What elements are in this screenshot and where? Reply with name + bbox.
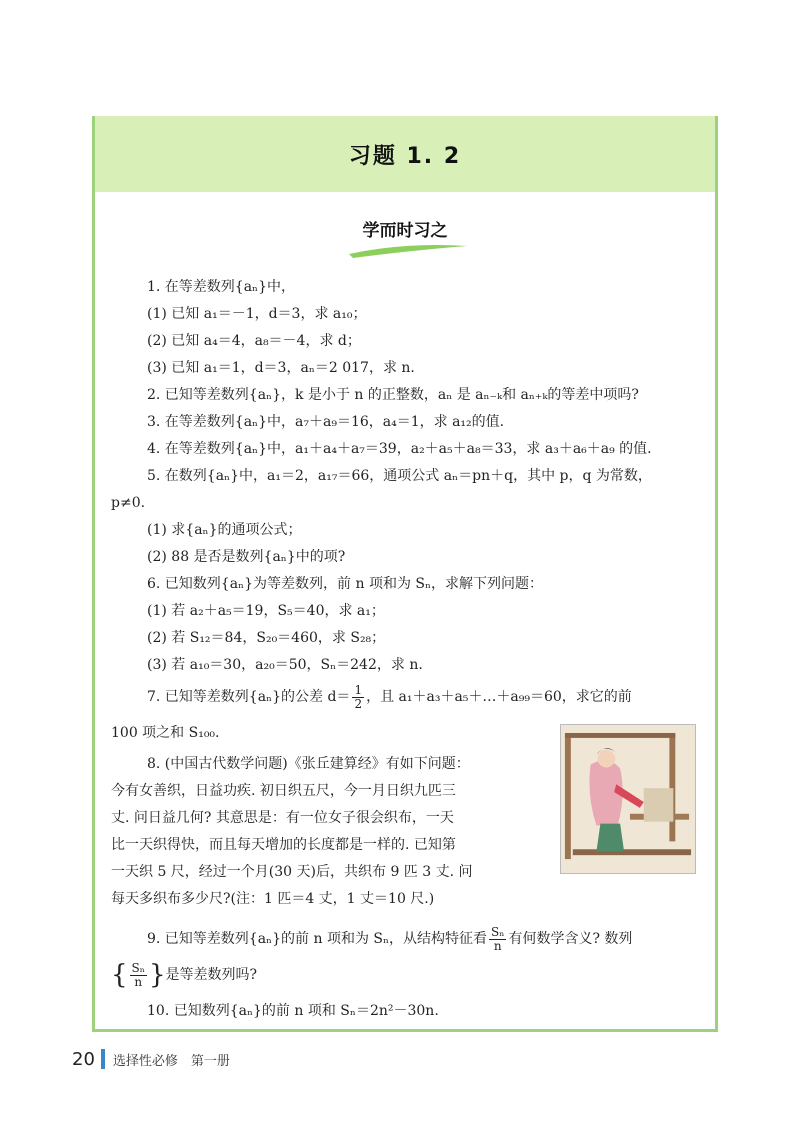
footer-divider <box>101 1049 105 1069</box>
fraction-denominator: n <box>134 974 143 989</box>
problem-1-stem: 1. 在等差数列{aₙ}中， <box>147 279 296 295</box>
problem-7-before: 7. 已知等差数列{aₙ}的公差 d＝ <box>147 689 351 705</box>
problem-6-part-3: (3) 若 a₁₀＝30，a₂₀＝50，Sₙ＝242，求 n. <box>147 657 423 673</box>
problem-6-part-2: (2) 若 S₁₂＝84，S₂₀＝460，求 S₂₈； <box>147 630 386 646</box>
problem-2: 2. 已知等差数列{aₙ}，k 是小于 n 的正整数，aₙ 是 aₙ₋ₖ和 aₙ₊ₖ的等差中项吗? <box>147 387 639 403</box>
fraction-numerator: Sₙ <box>491 924 505 939</box>
page-number: 20 <box>72 1048 95 1070</box>
problem-9-after: 有何数学含义? 数列 <box>508 931 633 947</box>
problem-8-line-2: 今有女善织，日益功疾. 初日织五尺，今一月日织九匹三 <box>111 783 456 799</box>
problem-5-stem: 5. 在数列{aₙ}中，a₁＝2，a₁₇＝66，通项公式 aₙ＝pn＋q，其中 p，q 为常数， <box>147 468 652 484</box>
swoosh-decoration <box>345 236 471 260</box>
problem-5-part-1: (1) 求{aₙ}的通项公式； <box>147 522 302 538</box>
problem-9-before: 9. 已知等差数列{aₙ}的前 n 项和为 Sₙ，从结构特征看 <box>147 931 488 947</box>
left-brace: { <box>111 960 128 990</box>
problem-8-line-1: 8. (中国古代数学问题)《张丘建算经》有如下问题： <box>147 756 470 772</box>
problem-5-stem-cont: p≠0. <box>111 495 146 511</box>
problem-8-line-3: 丈. 问日益几何? 其意思是：有一位女子很会织布，一天 <box>111 810 454 826</box>
problem-6 <box>111 571 701 679</box>
problem-1-part-3: (3) 已知 a₁＝1，d＝3，aₙ＝2 017，求 n. <box>147 360 415 376</box>
exercise-panel <box>92 116 718 1032</box>
problem-5 <box>111 463 701 571</box>
fraction-sn-over-n <box>130 962 147 989</box>
problem-6-stem: 6. 已知数列{aₙ}为等差数列，前 n 项和为 Sₙ，求解下列问题： <box>147 576 544 592</box>
problem-10: 10. 已知数列{aₙ}的前 n 项和 Sₙ＝2n²－30n. <box>147 1003 439 1019</box>
problem-8 <box>111 751 511 913</box>
problem-7-after: ，且 a₁＋a₃＋a₅＋…＋a₉₉＝60，求它的前 <box>366 689 632 705</box>
fraction-sn-over-n <box>489 926 506 953</box>
fraction-denominator: 2 <box>354 696 363 711</box>
panel-header <box>95 116 715 192</box>
section-title: 学而时习之 <box>362 221 448 241</box>
problem-8-line-5: 一天织 5 尺，经过一个月(30 天)后，共织布 9 匹 3 丈. 问 <box>111 864 473 880</box>
fraction-numerator: 1 <box>354 682 363 697</box>
problem-9 <box>111 921 701 993</box>
problem-8-line-6: 每天多织布多少尺?(注：1 匹＝4 丈，1 丈＝10 尺.) <box>111 891 435 907</box>
problem-9-line-1 <box>111 921 701 957</box>
right-brace: } <box>148 960 166 990</box>
problem-3: 3. 在等差数列{aₙ}中，a₇＋a₉＝16，a₄＝1，求 a₁₂的值. <box>147 414 505 430</box>
problem-list <box>111 274 701 1029</box>
page-footer <box>72 1048 230 1070</box>
problem-5-part-2: (2) 88 是否是数列{aₙ}中的项? <box>147 549 346 565</box>
problem-7-cont: 100 项之和 S₁₀₀. <box>111 725 220 741</box>
problem-4: 4. 在等差数列{aₙ}中，a₁＋a₄＋a₇＝39，a₂＋a₅＋a₈＝33，求 a₃＋a₆＋a₉ 的值. <box>147 441 652 457</box>
problem-1 <box>111 274 701 382</box>
problem-6-part-1: (1) 若 a₂＋a₅＝19，S₅＝40，求 a₁； <box>147 603 385 619</box>
problem-1-part-1: (1) 已知 a₁＝－1，d＝3，求 a₁₀； <box>147 306 367 322</box>
fraction-one-half <box>352 684 364 711</box>
weaving-woman-illustration <box>560 724 696 874</box>
book-title: 选择性必修 第一册 <box>112 1053 230 1069</box>
fraction-numerator: Sₙ <box>131 960 145 975</box>
problem-1-part-2: (2) 已知 a₄＝4，a₈＝－4，求 d； <box>147 333 361 349</box>
page-title: 习题 1. 2 <box>348 143 462 169</box>
problem-9-cont: 是等差数列吗? <box>165 967 258 983</box>
fraction-denominator: n <box>493 938 502 953</box>
problem-7-line-1 <box>111 679 701 715</box>
problem-9-line-2 <box>111 957 701 993</box>
problem-8-line-4: 比一天织得快，而且每天增加的长度都是一样的. 已知第 <box>111 837 456 853</box>
